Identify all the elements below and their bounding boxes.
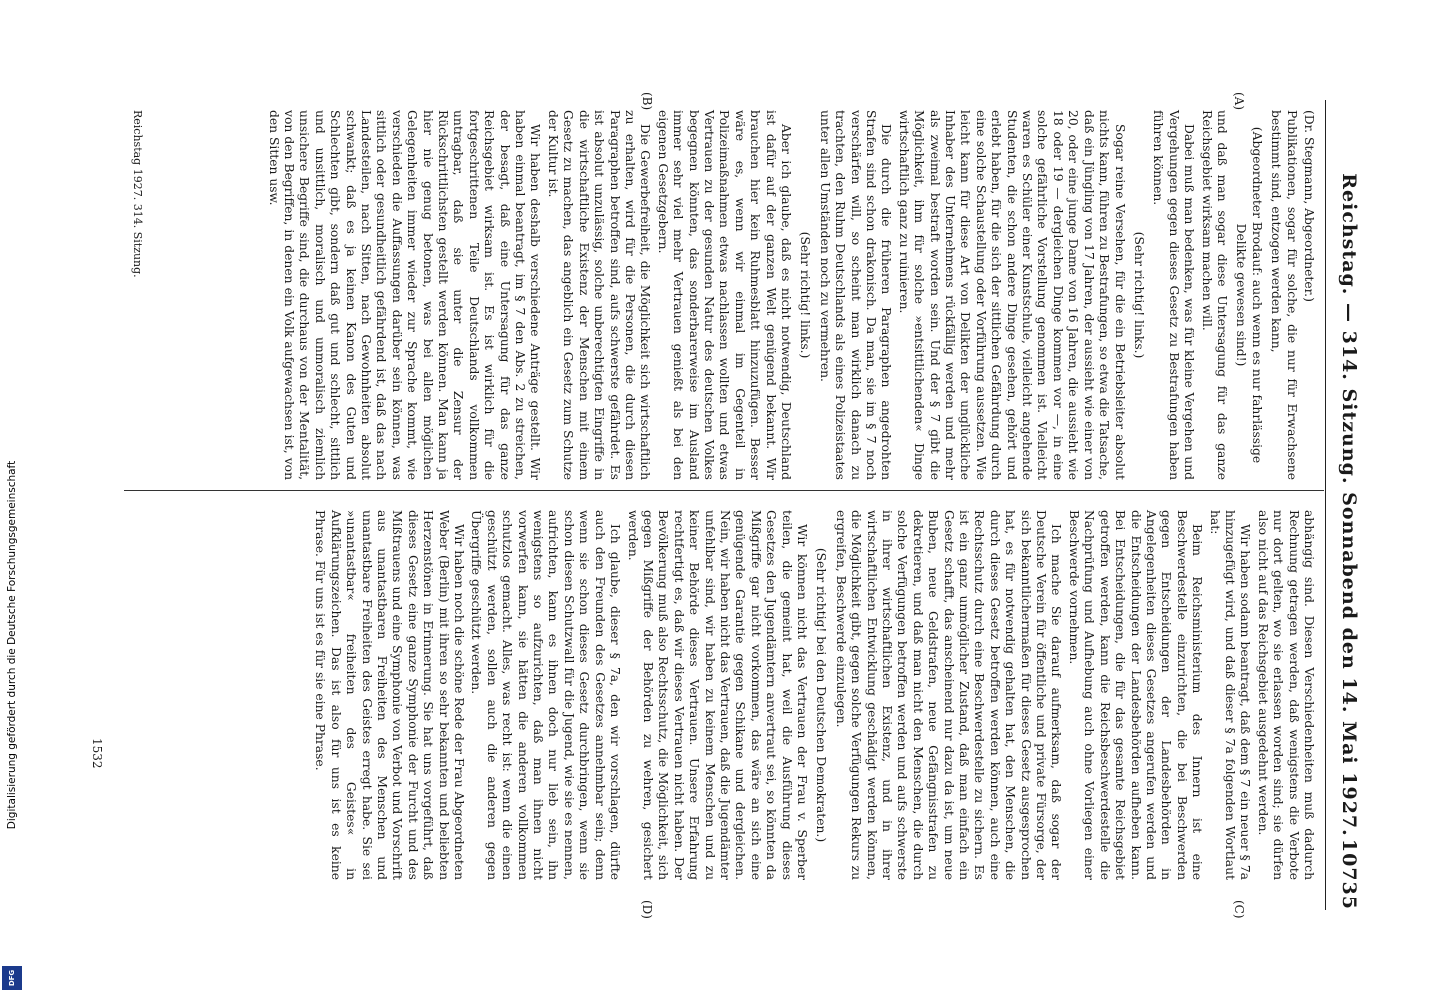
digitization-credit-text: Digitalisierung gefördert durch die Deutsche Forschungsgemeinschaft (6, 460, 18, 830)
paragraph: Wir können nicht das Vertrauen der Frau v. Sperber teilen, die gemeint hat, weil die Ausführung dieses Gesetzes den Jugendämtern anvertraut sei, so könnten da Mißgriffe gar nicht vorkommen, das wäre an sich eine genügende Garantie gegen Schikane und dergleichen. Nein, wir haben nicht das Vertrauen, daß die Jugendämter unfehlbar sind, wir haben zu keinem Menschen und zu keiner Behörde dieses Vertrauen. Unsere Erfahrung rechtfertigt es, daß wir dieses Vertrauen nicht haben. Der Bevölkerung muß also Rechtsschutz, die Möglichkeit, sich gegen Mißgriffe der Behörden zu wehren, gesichert werden. (625, 510, 809, 880)
page-number: 10735 (1338, 838, 1360, 910)
footer-session: Reichstag 1927. 314. Sitzung. (131, 110, 144, 278)
paragraph: Dabei muß man bedenken, was für kleine Vergehen und Vergehungen gegen dieses Gesetz zu Bestrafungen haben führen können. (1151, 110, 1197, 480)
margin-marker-d: (D) (640, 900, 654, 919)
paragraph: Aber ich glaube, daß es nicht notwendig, Deutschland ist dafür auf der ganzen Welt genügend bekannt. Wir brauchen hier kein Ruhmesblatt hinzuzufügen. Besser wäre es, wenn wir einmal im Gegenteil in Polizeimaßnahmen etwas nachlassen wollten und etwas Vertrauen zu der gesunden Natur des deutschen Volkes begegnen könnten, das sonderbarerweise im Ausland immer sehr viel mehr Vertrauen genießt als bei den eigenen Gesetzgebern. (655, 110, 793, 480)
page-header (1328, 100, 1368, 910)
paragraph: Publikationen, sogar für solche, die nur für Erwachsene bestimmt sind, entzogen werden kann, (1269, 110, 1299, 480)
paragraph: Wir haben sodann beantragt, daß dem § 7 ein neuer § 7a hinzugefügt wird, und daß dieser § 7a folgenden Wortlaut hat: (1207, 510, 1253, 880)
interjection: (Sehr richtig! links.) (798, 231, 813, 359)
margin-marker-a: (A) (1232, 92, 1246, 111)
interjection: (Sehr richtig! links.) (1131, 231, 1146, 359)
margin-marker-c: (C) (1232, 900, 1246, 919)
right-column (310, 510, 1316, 880)
paragraph: Wir haben noch die schöne Rede der Frau Abgeordneten Weber (Berlin) mit ihren so sehr bekannten und beliebten Herzenstönen in Erinnerung. Sie hat uns vorgeführt, daß dieses Gesetz eine ganze Symphonie der Furcht und des Mißtrauens und eine Symphonie von Verbot und Vorschrift aus unantastbaren Freiheiten des Menschen und unantastbare Freiheiten des Geistes erregt habe. Sie sei »unantastbar« freiheiten des Geistes« in Aufklärungszeichen. Das ist also für uns ist es keine Phrase. Für uns ist es für sie eine Phrase. (313, 510, 467, 880)
paragraph: Ich glaube, dieser § 7a, den wir vorschlagen, dürfte auch den Freunden des Gesetzes annehmbar sein; denn wenn sie schon dieses Gesetz durchbringen, wenn sie schon diesen Schutzwall für die Jugend, wie sie es nennen, aufrichten, kann es ihnen doch nur lieb sein, ihn wenigstens so aufzurichten, daß man ihnen nicht vorwerfen kann, sie hätten die anderen vollkommen schutzlos gemacht. Alles, was recht ist: wenn die einen geschützt werden, sollen auch die anderen gegen Übergriffe geschützt werden. (469, 510, 623, 880)
paragraph: Ich mache Sie darauf aufmerksam, daß sogar der Deutsche Verein für öffentliche und private Fürsorge, der sich bekanntlichermaßen für dieses Gesetz ausgesprochen hat, es für notwendig gehalten hat, den Menschen, die durch dieses Gesetz betroffen werden können, auch eine Rechtsschutz durch eine Beschwerdestelle zu sichern. Es ist ein ganz unmöglicher Zustand, daß man einfach ein Gesetz schafft, das anscheinend nur dazu da ist, um neue Buben, neue Geldstrafen, neue Gefängnisstrafen zu dekretieren, und daß man nicht den Menschen, die durch solche Verfügungen betroffen werden und aufs schwerste in ihrer wirtschaftlichen Existenz, und in ihrer wirtschaftlichen Entwicklung geschädigt werden können, die Möglichkeit gibt, gegen solche Verfügungen Rekurs zu ergreifen, Beschwerde einzulegen. (833, 510, 1064, 880)
paragraph: (Dr. Stegmann, Abgeordneter.) (1302, 110, 1316, 302)
digitization-credit (4, 300, 20, 990)
page-title: Reichstag. — 314. Sitzung. Sonnabend den 14. Mai 1927. (1338, 173, 1360, 837)
interjection: (Abgeordneter Brodauf: auch wenn es nur fahrlässige Delikte gewesen sind!) (1234, 126, 1264, 464)
footer-page-number: 1532 (90, 738, 104, 769)
paragraph: abhängig sind. Diesen Verschiedenheiten muß dadurch Rechnung getragen werden, daß wenigstens die Verbote nur dort gelten, wo sie erlassen worden sind; sie dürfen also nicht auf das Reichsgebiet ausgedehnt werden. (1255, 510, 1316, 880)
left-column (263, 110, 1316, 480)
header-rule (1325, 100, 1326, 910)
column-divider (124, 490, 1324, 491)
dfg-logo-text: DFG (8, 969, 16, 987)
paragraph: Wir haben deshalb verschiedene Anträge gestellt. Wir haben einmal beantragt, im § 7 den Abs. 2 zu streichen, der besagt, daß eine Untersagung für das ganze Reichsgebiet wirksam ist. Es ist wirklich für die fortgeschrittenen Teile Deutschlands vollkommen untragbar, daß sie unter die Zensur der Rückschrittlichsten gestellt werden können. Man kann ja hier nie genug betonen, was bei allen möglichen Gelegenheiten immer wieder zur Sprache kommt, wie verschieden die Auffassungen darüber sein können, was sittlich oder gesundheitlich gefährdend ist, daß das nach Landesteilen, nach Sitten, nach Gewohnheiten absolut schwankt; daß es ja keinen Kanon des Guten und Schlechten gibt, sondern daß gut und schlecht, sittlich und unsittlich, moralisch und unmoralisch ziemlich unsichere Begriffe sind, die durchaus von der Mentalität, von den Begriffen, in denen ein Volk aufgewachsen ist, von den Sitten usw. (266, 110, 543, 480)
paragraph: Sogar reine Versehen, für die ein Betriebsleiter absolut nichts kann, führen zu Bestrafungen, so etwa die Tatsache, daß ein Jüngling von 17 Jahren, der aussieht wie einer von 20, oder eine junge Dame von 16 Jahren, die aussieht wie 18 oder 19 — dergleichen Dinge kommen vor —, in eine solche gefährliche Vorstellung genommen ist. Vielleicht waren es Schüler einer Kunstschule, vielleicht angehende Studenten, die schon andere Dinge gesehen, gehört und erlebt haben, für die sich der sittlichen Gefährdung durch eine solche Schaustellung oder Vorführung aussetzen. Wie leicht kann für diese Art von Delikten der unglückliche Inhaber des Unternehmens rückfällig werden und mehr als zweimal bestraft worden sein. Und der § 7 gibt die Möglichkeit, ihm für solche »entsittlichenden« Dinge wirtschaftlich ganz zu ruinieren. (896, 110, 1127, 480)
paragraph: Die durch die früheren Paragraphen angedrohten Strafen sind schon drakonisch. Da man, sie im § 7 noch verschärfen will, so scheint man wirklich danach zu trachten, den Ruhm Deutschlands als eines Polizeistaates unter allen Umständen noch zu vermehren. (817, 110, 894, 480)
interjection: (Sehr richtig! bei den Deutschen Demokraten.) (814, 547, 829, 843)
paragraph: und daß man sogar diese Untersagung für das ganze Reichsgebiet wirksam machen will. (1199, 110, 1229, 480)
paragraph: Die Gewerbefreiheit, die Möglichkeit sich wirtschaftlich zu erhalten, wird für die Personen, die durch diesen Paragraphen betroffen sind, aufs schwerste gefährdet. Es ist absolut unzulässig, solche unberechtigten Eingriffe in die wirtschaftliche Existenz der Menschen mit einem Gesetz zu machen, das angeblich ein Gesetz zum Schutze der Kultur ist. (545, 110, 653, 480)
margin-marker-b: (B) (640, 92, 654, 111)
paragraph: Beim Reichsministerium des Innern ist eine Beschwerdestelle einzurichten, die bei Beschwerden gegen Entscheidungen der Landesbehörden in Angelegenheiten dieses Gesetzes angerufen werden und die Entscheidungen der Landesbehörden aufheben kann. Bei Entscheidungen, die für das gesamte Reichsgebiet getroffen werden, kann die Reichsbeschwerdestelle die Nachprüfung und Aufhebung auch ohne Vorliegen einer Beschwerde vornehmen. (1066, 510, 1205, 880)
dfg-logo (2, 966, 22, 990)
